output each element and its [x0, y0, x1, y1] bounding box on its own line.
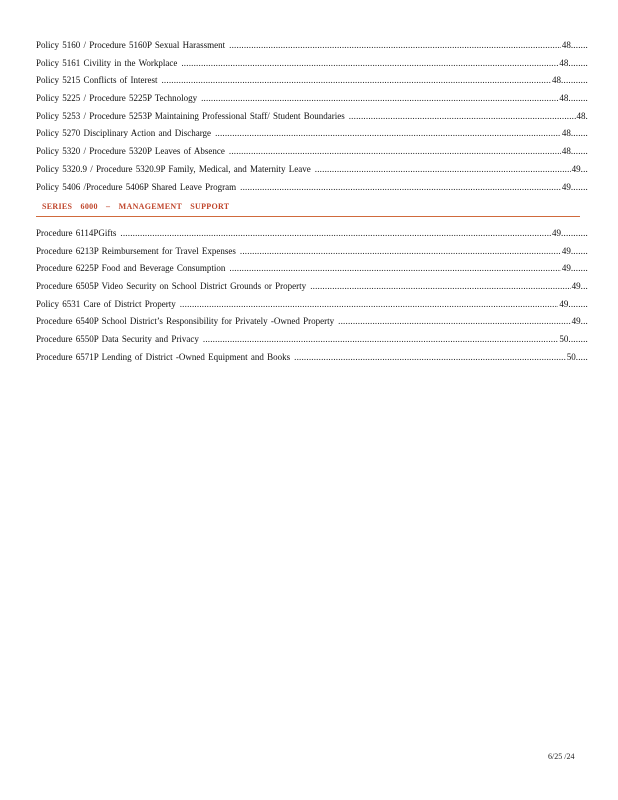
toc-entry-title: Policy 5320.9 / Procedure 5320.9P Family, Medical, and Maternity Leave — [36, 163, 311, 174]
dot-leader — [229, 37, 561, 55]
trailing-dots: ........ — [568, 57, 588, 68]
toc-entry-page-number: 48 — [559, 93, 569, 104]
toc-entry-title: Procedure 6550P Data Security and Privacy — [36, 334, 199, 345]
toc-entry[interactable] — [36, 225, 596, 243]
toc-entry-page-number: 48 — [559, 57, 569, 68]
toc-entry-title: Procedure 6505P Video Security on School District Grounds or Property — [36, 281, 307, 292]
dot-leader — [338, 313, 571, 331]
trailing-dots: ....... — [570, 245, 588, 256]
toc-entry[interactable] — [36, 161, 596, 179]
dot-leader — [201, 90, 558, 108]
toc-entry-title: Policy 5160 / Procedure 5160P Sexual Harassment — [36, 40, 226, 50]
toc-entry[interactable] — [36, 37, 596, 55]
dot-leader — [181, 55, 558, 73]
toc-entry[interactable] — [36, 179, 596, 197]
toc-entry-page-number: 49 — [561, 263, 571, 274]
toc-list-series-6000 — [36, 225, 596, 367]
trailing-dots: ....... — [570, 146, 588, 157]
toc-entry[interactable] — [36, 313, 596, 331]
toc-entry-title: Policy 5320 / Procedure 5320P Leaves of Absence — [36, 146, 225, 157]
toc-entry-page-number: 49 — [571, 281, 581, 292]
toc-entry[interactable] — [36, 260, 596, 278]
toc-entry-page-number: 49 — [561, 245, 571, 256]
section-heading: SERIES 6000 – MANAGEMENT SUPPORT — [42, 202, 230, 211]
dot-leader — [215, 125, 561, 143]
toc-entry[interactable] — [36, 349, 596, 367]
trailing-dots: ... — [580, 316, 588, 327]
dot-leader — [180, 296, 559, 314]
toc-entry[interactable] — [36, 108, 596, 126]
toc-entry[interactable] — [36, 331, 596, 349]
toc-entry[interactable] — [36, 278, 596, 296]
footer-date: 6/25 /24 — [548, 752, 575, 761]
toc-entry-page-number: 49 — [571, 163, 581, 174]
dot-leader — [229, 260, 560, 278]
trailing-dots: ..... — [575, 351, 588, 362]
toc-entry-title: Policy 5161 Civility in the Workplace — [36, 57, 178, 68]
toc-entry-page-number: 48 — [561, 40, 571, 50]
toc-entry-page-number: 48 — [561, 128, 571, 139]
trailing-dots: ... — [580, 163, 588, 174]
dot-leader — [240, 243, 561, 261]
toc-entry[interactable] — [36, 243, 596, 261]
trailing-dots: ........... — [561, 228, 588, 238]
trailing-dots: ........ — [568, 298, 588, 309]
trailing-dots: . — [585, 110, 588, 121]
trailing-dots: ........ — [568, 334, 588, 345]
trailing-dots: ........ — [568, 93, 588, 104]
toc-entry[interactable] — [36, 72, 596, 90]
section-divider — [36, 216, 580, 217]
dot-leader — [310, 278, 570, 296]
dot-leader — [294, 349, 566, 367]
trailing-dots: ....... — [570, 263, 588, 274]
trailing-dots: ....... — [570, 40, 588, 50]
dot-leader — [161, 72, 551, 90]
dot-leader — [229, 143, 561, 161]
toc-entry-title: Procedure 6213P Reimbursement for Travel Expenses — [36, 245, 236, 256]
dot-leader — [315, 161, 571, 179]
dot-leader — [120, 225, 551, 243]
toc-entry[interactable] — [36, 90, 596, 108]
dot-leader — [203, 331, 559, 349]
toc-entry-page-number: 49 — [561, 181, 571, 192]
dot-leader — [240, 179, 561, 197]
toc-entry-title: Policy 5270 Disciplinary Action and Discharge — [36, 128, 212, 139]
trailing-dots: ... — [580, 281, 588, 292]
toc-entry-page-number: 49 — [552, 228, 562, 238]
toc-entry-page-number: 50 — [566, 351, 576, 362]
toc-entry-title: Policy 6531 Care of District Property — [36, 298, 176, 309]
trailing-dots: ....... — [570, 181, 588, 192]
toc-entry-title: Policy 5215 Conflicts of Interest — [36, 75, 158, 86]
toc-entry-page-number: 48 — [576, 110, 586, 121]
toc-entry-title: Procedure 6571P Lending of District -Owned Equipment and Books — [36, 351, 291, 362]
trailing-dots: ........... — [561, 75, 588, 86]
dot-leader — [349, 108, 576, 126]
toc-entry[interactable] — [36, 125, 596, 143]
toc-entry-page-number: 50 — [559, 334, 569, 345]
toc-entry-title: Policy 5253 / Procedure 5253P Maintaining Professional Staff/ Student Boundaries — [36, 110, 345, 121]
toc-entry[interactable] — [36, 296, 596, 314]
toc-entry-title: Procedure 6225P Food and Beverage Consumption — [36, 263, 226, 274]
toc-entry-page-number: 49 — [559, 298, 569, 309]
toc-entry[interactable] — [36, 55, 596, 73]
trailing-dots: ....... — [570, 128, 588, 139]
toc-entry-title: Policy 5225 / Procedure 5225P Technology — [36, 93, 198, 104]
toc-entry-page-number: 48 — [552, 75, 562, 86]
toc-entry-page-number: 48 — [561, 146, 571, 157]
toc-entry-title: Procedure 6540P School District’s Responsibility for Privately -Owned Property — [36, 316, 335, 327]
toc-entry-title: Procedure 6114PGifts — [36, 228, 117, 238]
toc-entry-title: Policy 5406 /Procedure 5406P Shared Leave Program — [36, 181, 237, 192]
toc-list-series-5000 — [36, 37, 596, 196]
toc-entry-page-number: 49 — [571, 316, 581, 327]
toc-entry[interactable] — [36, 143, 596, 161]
